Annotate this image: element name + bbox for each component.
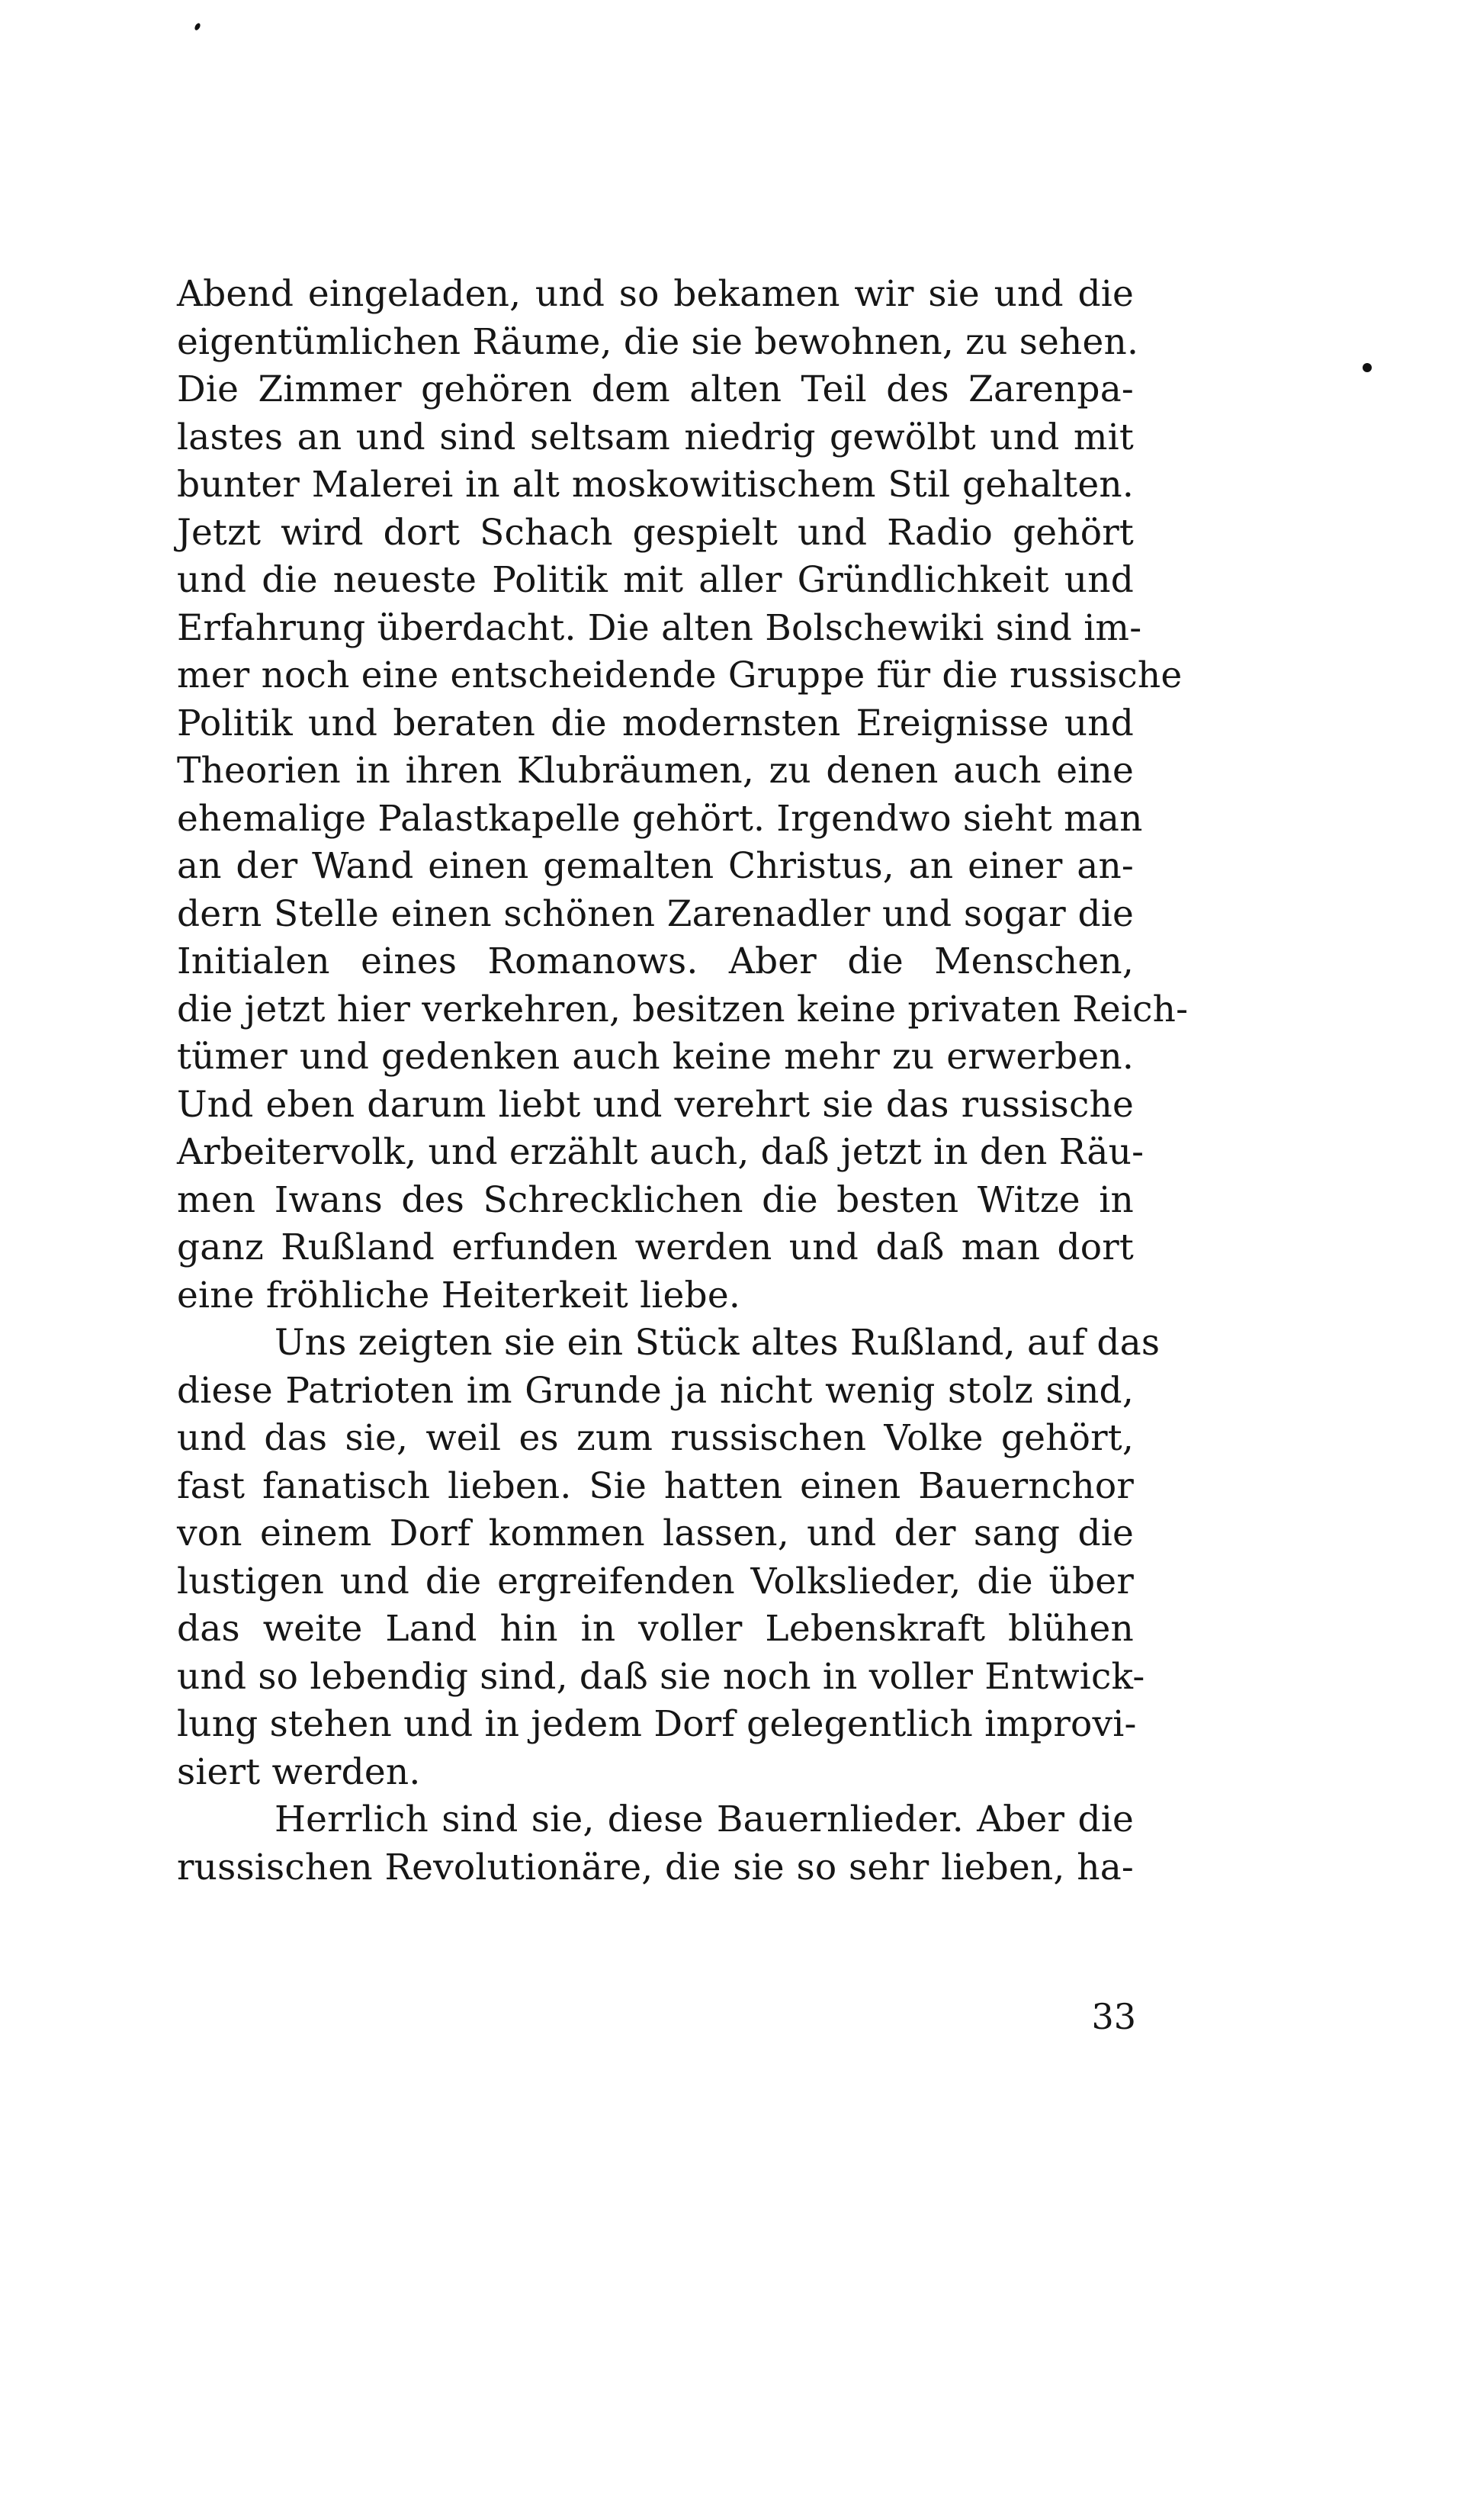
text-line: eigentümlichen Räume, die sie bewohnen, zu sehen. — [177, 320, 1139, 363]
text-line: Initialen eines Romanows. Aber die Menschen, — [177, 940, 1134, 982]
body-text — [177, 271, 1189, 1892]
text-line: eine fröhliche Heiterkeit liebe. — [177, 1274, 740, 1316]
ink-speck — [194, 22, 201, 31]
text-line: russischen Revolutionäre, die sie so sehr lieben, ha- — [177, 1846, 1134, 1888]
text-line: lustigen und die ergreifenden Volkslieder, die über — [177, 1560, 1134, 1602]
text-line: diese Patrioten im Grunde ja nicht wenig stolz sind, — [177, 1369, 1134, 1412]
text-line: Erfahrung überdacht. Die alten Bolschewiki sind im- — [177, 606, 1142, 649]
text-line: ganz Rußland erfunden werden und daß man dort — [177, 1226, 1134, 1268]
text-line: Arbeitervolk, und erzählt auch, daß jetzt in den Räu- — [177, 1131, 1145, 1173]
text-line: an der Wand einen gemalten Christus, an einer an- — [177, 845, 1134, 887]
ink-speck — [1363, 363, 1372, 372]
text-line: und das sie, weil es zum russischen Volke gehört, — [177, 1417, 1134, 1459]
text-line: und so lebendig sind, daß sie noch in voller Entwick- — [177, 1655, 1145, 1698]
text-line: dern Stelle einen schönen Zarenadler und sogar die — [177, 892, 1134, 935]
text-line: lastes an und sind seltsam niedrig gewölbt und mit — [177, 416, 1134, 458]
text-line: Und eben darum liebt und verehrt sie das russische — [177, 1083, 1134, 1126]
page-number: 33 — [1091, 1996, 1136, 2037]
text-line: tümer und gedenken auch keine mehr zu erwerben. — [177, 1036, 1134, 1078]
text-line: von einem Dorf kommen lassen, und der sang die — [177, 1512, 1134, 1554]
text-line: und die neueste Politik mit aller Gründlichkeit und — [177, 559, 1134, 601]
text-line: mer noch eine entscheidende Gruppe für die russische — [177, 654, 1183, 696]
text-line: Jetzt wird dort Schach gespielt und Radio gehört — [177, 511, 1134, 554]
text-line: ehemalige Palastkapelle gehört. Irgendwo sieht man — [177, 797, 1143, 840]
text-line: siert werden. — [177, 1750, 421, 1793]
text-line: Politik und beraten die modernsten Ereignisse und — [177, 702, 1134, 744]
text-line: das weite Land hin in voller Lebenskraft blühen — [177, 1608, 1134, 1650]
text-line: men Iwans des Schrecklichen die besten Witze in — [177, 1178, 1134, 1221]
text-line: Herrlich sind sie, diese Bauernlieder. Aber die — [274, 1798, 1134, 1840]
text-line: bunter Malerei in alt moskowitischem Stil gehalten. — [177, 464, 1134, 506]
text-line: fast fanatisch lieben. Sie hatten einen Bauernchor — [177, 1464, 1134, 1507]
text-line: Theorien in ihren Klubräumen, zu denen auch eine — [177, 750, 1134, 792]
text-line: Uns zeigten sie ein Stück altes Rußland, auf das — [274, 1322, 1161, 1364]
text-line: Abend eingeladen, und so bekamen wir sie und die — [177, 273, 1134, 315]
text-line: Die Zimmer gehören dem alten Teil des Zarenpa- — [177, 368, 1134, 410]
text-line: die jetzt hier verkehren, besitzen keine privaten Reich- — [177, 988, 1189, 1030]
text-line: lung stehen und in jedem Dorf gelegentlich improvi- — [177, 1703, 1137, 1745]
